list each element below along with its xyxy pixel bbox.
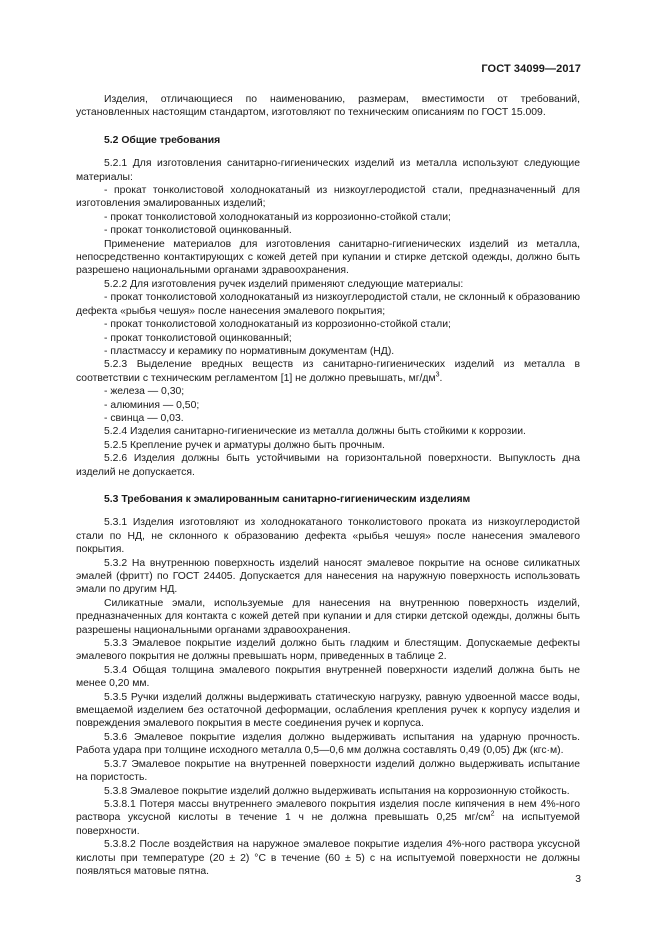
- list-item: - прокат тонколистовой холоднокатаный из коррозионно-стойкой стали;: [104, 211, 451, 223]
- paragraph-intro: Изделия, отличающиеся по наименованию, размерам, вместимости от требований, установленных настоящим стандартом, изготовляют по техническим описаниям по ГОСТ 15.009.: [76, 94, 580, 119]
- paragraph-5-2-6: 5.2.6 Изделия должны быть устойчивыми на горизонтальной поверхности. Выпуклость дна изделий не допускается.: [76, 453, 580, 478]
- list-item: - прокат тонколистовой оцинкованный.: [104, 225, 292, 237]
- list-item: - прокат тонколистовой холоднокатаный из низкоуглеродистой стали, предназначенный для изготовления эмалированных изделий;: [76, 185, 580, 210]
- paragraph-5-3-1: 5.3.1 Изделия изготовляют из холоднокатаного тонколистового проката из низкоуглеродистой стали по НД, не склонного к образованию дефекта «рыбья чешуя» после нанесения эмалевого покрытия.: [76, 517, 580, 556]
- page-number: 3: [575, 874, 581, 885]
- list-item: - прокат тонколистовой оцинкованный;: [104, 332, 292, 344]
- paragraph-5-2-5: 5.2.5 Крепление ручек и арматуры должно быть прочным.: [104, 439, 385, 451]
- paragraph-5-2-1-note: Применение материалов для изготовления санитарно-гигиенических изделий из металла, непосредственно контактирующих с кожей детей при купании и стирке детской одежды, должно быть разрешено национальными органами здравоохранения.: [76, 238, 580, 277]
- paragraph-5-3-2: 5.3.2 На внутреннюю поверхность изделий наносят эмалевое покрытие на основе силикатных эмалей (фритт) по ГОСТ 24405. Допускается для нанесения на наружную поверхность использовать эмали по другим НД.: [76, 557, 580, 596]
- document-body: [76, 93, 580, 878]
- list-item: - прокат тонколистовой холоднокатаный из низкоуглеродистой стали, не склонный к образованию дефекта «рыбья чешуя» после нанесения эмалевого покрытия;: [76, 292, 580, 317]
- paragraph-5-3-8-1-text: 5.3.8.1 Потеря массы внутреннего эмалевого покрытия изделия после кипячения в нем 4%-ного раствора уксусной кислоты в течение 1 ч не должна превышать 0,25 мг/см: [76, 798, 580, 824]
- list-item: - железа — 0,30;: [104, 386, 185, 398]
- paragraph-5-3-8-1-end: на испытуемой поверхности.: [76, 812, 580, 837]
- paragraph-5-2-3-end: .: [439, 372, 443, 384]
- paragraph-5-3-8: 5.3.8 Эмалевое покрытие изделий должно выдерживать испытания на коррозионную стойкость.: [104, 785, 570, 797]
- paragraph-5-3-7: 5.3.7 Эмалевое покрытие на внутренней поверхности изделий должно выдерживать испытание на пористость.: [76, 758, 580, 784]
- paragraph-5-2-4: 5.2.4 Изделия санитарно-гигиенические из металла должны быть стойкими к коррозии.: [104, 426, 526, 438]
- paragraph-5-3-5: 5.3.5 Ручки изделий должны выдерживать статическую нагрузку, равную удвоенной массе воды, вмещаемой изделием без остаточной деформации, ослабления крепления ручек к корпусу изделия и повреждения эмалевого покрытия в месте соединения ручек и корпуса.: [76, 691, 580, 730]
- section-heading-5-2: 5.2 Общие требования: [104, 134, 221, 146]
- superscript: 3: [435, 371, 440, 379]
- paragraph-5-3-6: 5.3.6 Эмалевое покрытие изделия должно выдерживать испытания на ударную прочность. Работа удара при толщине исходного металла 0,5—0,6 мм должна составлять 0,49 (0,05) Дж (кгс·м).: [76, 731, 580, 757]
- superscript: 2: [490, 810, 495, 818]
- list-item: - прокат тонколистовой холоднокатаный из коррозионно-стойкой стали;: [104, 319, 451, 331]
- paragraph-5-2-3-text: 5.2.3 Выделение вредных веществ из санитарно-гигиенических изделий из металла в соответствии с техническим регламентом [1] не должно превышать, мг/дм: [76, 359, 580, 384]
- paragraph-5-3-4: 5.3.4 Общая толщина эмалевого покрытия внутренней поверхности изделий должна быть не менее 0,20 мм.: [76, 664, 580, 690]
- list-item: - алюминия — 0,50;: [104, 399, 200, 411]
- list-item: - пластмассу и керамику по нормативным документам (НД).: [104, 345, 395, 357]
- paragraph-5-3-2-note: Силикатные эмали, используемые для нанесения на внутреннюю поверхность изделий, предназначенных для контакта с кожей детей при купании и для стирки детской одежды, должны быть разрешены национальными органами здравоохранения.: [76, 597, 580, 636]
- paragraph-5-3-8-2: 5.3.8.2 После воздействия на наружное эмалевое покрытие изделия 4%-ного раствора уксусной кислоты при температуре (20 ± 2) °С в течение (60 ± 5) с на испытуемой поверхности не должны появляться матовые пятна.: [76, 839, 580, 877]
- paragraph-5-2-1: 5.2.1 Для изготовления санитарно-гигиенических изделий из металла используют следующие материалы:: [76, 158, 580, 183]
- list-item: - свинца — 0,03.: [104, 412, 184, 424]
- section-heading-5-3: 5.3 Требования к эмалированным санитарно-гигиеническим изделиям: [104, 493, 471, 505]
- paragraph-5-2-2: 5.2.2 Для изготовления ручек изделий применяют следующие материалы:: [104, 278, 464, 290]
- document-number: ГОСТ 34099—2017: [481, 63, 581, 75]
- paragraph-5-3-8-1: [76, 798, 580, 838]
- paragraph-5-2-3: [76, 358, 580, 385]
- paragraph-5-3-3: 5.3.3 Эмалевое покрытие изделий должно быть гладким и блестящим. Допускаемые дефекты эмалевого покрытия не должны превышать норм, приведенных в таблице 2.: [76, 638, 580, 663]
